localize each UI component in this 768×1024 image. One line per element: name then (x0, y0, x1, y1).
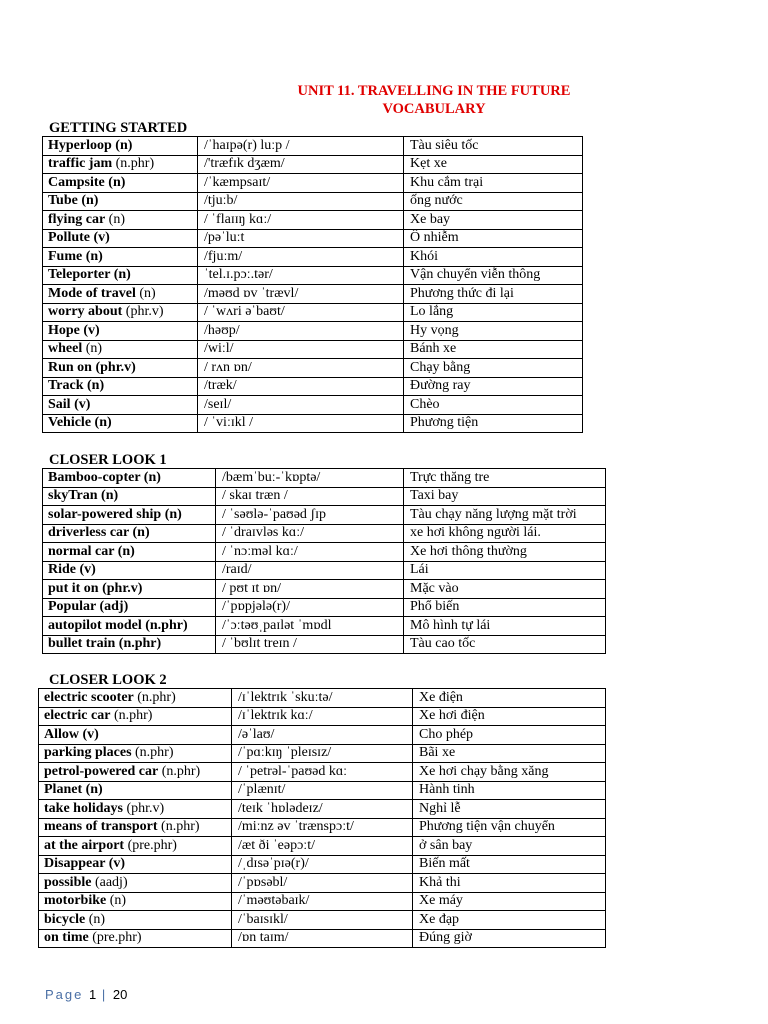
part-of-speech: (n.phr) (157, 819, 200, 835)
pronunciation: / ˈwʌri əˈbaʊt/ (198, 303, 404, 322)
vocab-term (43, 469, 216, 488)
page-footer (45, 987, 127, 1002)
part-of-speech: (v) (76, 562, 96, 578)
table-row (39, 800, 606, 819)
vietnamese-meaning: Khả thi (413, 874, 606, 893)
vocab-word: skyTran (48, 488, 98, 504)
vocab-word: Hyperloop (48, 137, 112, 153)
vocab-word: Allow (44, 726, 79, 742)
table-row (43, 396, 583, 415)
vietnamese-meaning: Hành tinh (413, 781, 606, 800)
vocab-term (39, 689, 232, 708)
table-row (43, 137, 583, 156)
vocab-word: Planet (44, 782, 83, 798)
pronunciation: / pʊt ɪt ɒn/ (216, 580, 404, 599)
pronunciation: /ˈbaɪsɪkl/ (232, 911, 413, 930)
table-row (39, 855, 606, 874)
vocab-term (43, 174, 198, 193)
table-row (39, 726, 606, 745)
table-row (43, 469, 606, 488)
vocab-word: means of transport (44, 819, 158, 835)
vietnamese-meaning: Bánh xe (404, 340, 583, 359)
pronunciation: / rʌn ɒn/ (198, 359, 404, 378)
pronunciation: /əˈlaʊ/ (232, 726, 413, 745)
vietnamese-meaning: Xe hơi chạy bằng xăng (413, 763, 606, 782)
vocab-term (43, 322, 198, 341)
vietnamese-meaning: Xe hơi thông thường (404, 543, 606, 562)
table-row (39, 929, 606, 948)
pronunciation: / ˈdraɪvləs kɑː/ (216, 524, 404, 543)
part-of-speech: (n) (104, 174, 126, 190)
vocab-term (43, 635, 216, 654)
table-row (43, 192, 583, 211)
table-row (43, 285, 583, 304)
pronunciation: /raɪd/ (216, 561, 404, 580)
table-row (39, 689, 606, 708)
vocab-word: autopilot model (48, 617, 142, 633)
vietnamese-meaning: Tàu chạy năng lượng mặt trời (404, 506, 606, 525)
vocab-word: Vehicle (48, 415, 92, 431)
vocab-term (43, 137, 198, 156)
vocab-term (43, 377, 198, 396)
vietnamese-meaning: Ô nhiễm (404, 229, 583, 248)
vocab-table-closer-look-1 (42, 468, 606, 654)
vocab-term (43, 229, 198, 248)
vocab-table-closer-look-2 (38, 688, 606, 948)
pronunciation: /ɒn taɪm/ (232, 929, 413, 948)
pronunciation: /wiːl/ (198, 340, 404, 359)
part-of-speech: (phr.v) (122, 800, 165, 816)
part-of-speech: (phr.v) (91, 359, 136, 375)
table-row (43, 487, 606, 506)
vocab-term (39, 818, 232, 837)
table-row (43, 543, 606, 562)
pronunciation: ˈtel.ɪ.pɔː.tər/ (198, 266, 404, 285)
vietnamese-meaning: ống nước (404, 192, 583, 211)
vocab-word: bullet train (48, 636, 116, 652)
footer-total-pages: 20 (112, 987, 128, 1002)
part-of-speech: (n.phr) (112, 156, 155, 172)
pronunciation: / ˈpetrəl-ˈpaʊəd kɑː (232, 763, 413, 782)
part-of-speech: (n.phr) (131, 745, 174, 761)
vocab-word: bicycle (44, 911, 86, 927)
footer-page-word: Page (45, 987, 84, 1002)
vocab-word: Fume (48, 248, 83, 264)
table-row (43, 266, 583, 285)
vocab-table-getting-started (42, 136, 583, 433)
part-of-speech: (n.phr) (141, 617, 188, 633)
table-row (39, 874, 606, 893)
vocab-word: Campsite (48, 174, 105, 190)
vocab-term (43, 303, 198, 322)
vocab-word: wheel (48, 341, 83, 357)
vocab-term (43, 580, 216, 599)
pronunciation: /ˈpɒpjələ(r)/ (216, 598, 404, 617)
vocab-word: Teleporter (48, 267, 111, 283)
pronunciation: /træk/ (198, 377, 404, 396)
part-of-speech: (n) (135, 285, 156, 301)
vietnamese-meaning: Phương tiện vận chuyển (413, 818, 606, 837)
vocab-word: motorbike (44, 893, 107, 909)
part-of-speech: (n) (91, 415, 112, 431)
table-row (43, 248, 583, 267)
vietnamese-meaning: Chèo (404, 396, 583, 415)
vocab-word: electric car (44, 708, 111, 724)
vietnamese-meaning: Mặc vào (404, 580, 606, 599)
table-row (39, 837, 606, 856)
vocab-term (43, 487, 216, 506)
vietnamese-meaning: Đúng giờ (413, 929, 606, 948)
vocab-word: petrol-powered car (44, 763, 159, 779)
vocab-word: at the airport (44, 837, 125, 853)
vietnamese-meaning: Phương thức đi lại (404, 285, 583, 304)
table-row (43, 211, 583, 230)
vocab-word: Disappear (44, 856, 106, 872)
vocab-term (39, 929, 232, 948)
table-row (39, 744, 606, 763)
part-of-speech: (v) (79, 322, 100, 338)
vietnamese-meaning: Đường ray (404, 377, 583, 396)
pronunciation: /teɪk ˈhɒlədeɪz/ (232, 800, 413, 819)
pronunciation: /ˌdɪsəˈpɪə(r)/ (232, 855, 413, 874)
vietnamese-meaning: Biến mất (413, 855, 606, 874)
part-of-speech: (v) (90, 230, 110, 246)
part-of-speech: (aadj) (91, 874, 128, 890)
footer-page-number: 1 (89, 987, 97, 1002)
part-of-speech: (n.phr) (110, 708, 153, 724)
pronunciation: /həʊp/ (198, 322, 404, 341)
vietnamese-meaning: Xe điện (413, 689, 606, 708)
vietnamese-meaning: Cho phép (413, 726, 606, 745)
pronunciation: /fjuːm/ (198, 248, 404, 267)
part-of-speech: (v) (79, 726, 99, 742)
vocab-term (43, 211, 198, 230)
pronunciation: /pəˈluːt (198, 229, 404, 248)
pronunciation: /ˈhaɪpə(r) luːp / (198, 137, 404, 156)
table-row (43, 377, 583, 396)
table-row (43, 155, 583, 174)
vocab-word: Run on (48, 359, 92, 375)
vocab-term (39, 837, 232, 856)
part-of-speech: (n) (105, 211, 125, 227)
part-of-speech: (phr.v) (122, 304, 164, 320)
vietnamese-meaning: Vận chuyển viễn thông (404, 266, 583, 285)
part-of-speech: (n) (110, 267, 131, 283)
vietnamese-meaning: Lái (404, 561, 606, 580)
part-of-speech: (n) (83, 378, 105, 394)
pronunciation: /seɪl/ (198, 396, 404, 415)
pronunciation: /ˈpɑːkɪŋ ˈpleɪsɪz/ (232, 744, 413, 763)
vietnamese-meaning: Xe máy (413, 892, 606, 911)
pronunciation: /bæmˈbuː-ˈkɒptə/ (216, 469, 404, 488)
table-row (43, 229, 583, 248)
pronunciation: /məʊd ɒv ˈtrævl/ (198, 285, 404, 304)
table-row (39, 707, 606, 726)
part-of-speech: (n.phr) (115, 636, 162, 652)
part-of-speech: (pre.phr) (88, 930, 142, 946)
vietnamese-meaning: Chạy bằng (404, 359, 583, 378)
table-row (43, 174, 583, 193)
table-row (43, 322, 583, 341)
vietnamese-meaning: Taxi bay (404, 487, 606, 506)
vietnamese-meaning: Bãi xe (413, 744, 606, 763)
part-of-speech: (n) (82, 782, 103, 798)
vocab-word: possible (44, 874, 92, 890)
part-of-speech: (n) (85, 911, 106, 927)
vietnamese-meaning: Trực thăng tre (404, 469, 606, 488)
vocab-term (39, 911, 232, 930)
pronunciation: / ˈnɔːməl kɑː/ (216, 543, 404, 562)
vietnamese-meaning: Hy vọng (404, 322, 583, 341)
vocab-word: Hope (48, 322, 80, 338)
part-of-speech: (n) (140, 469, 161, 485)
part-of-speech: (pre.phr) (124, 837, 177, 853)
part-of-speech: (v) (70, 396, 91, 412)
table-row (43, 340, 583, 359)
pronunciation: /ɪˈlektrɪk ˈskuːtə/ (232, 689, 413, 708)
part-of-speech: (n) (111, 137, 133, 153)
pronunciation: /ˈɔːtəʊˌpaɪlət ˈmɒdl (216, 617, 404, 636)
vocab-word: take holidays (44, 800, 123, 816)
vietnamese-meaning: Nghỉ lễ (413, 800, 606, 819)
vietnamese-meaning: xe hơi không người lái. (404, 524, 606, 543)
vietnamese-meaning: Phổ biến (404, 598, 606, 617)
vocab-word: normal car (48, 543, 115, 559)
vocab-term (39, 707, 232, 726)
part-of-speech: (n) (106, 893, 127, 909)
part-of-speech: (n) (97, 488, 119, 504)
vocab-term (43, 617, 216, 636)
table-row (43, 506, 606, 525)
table-row (39, 892, 606, 911)
vocab-word: electric scooter (44, 689, 134, 705)
vocab-term (39, 763, 232, 782)
pronunciation: / ˈsəʊlə-ˈpaʊəd ʃɪp (216, 506, 404, 525)
vocab-word: Ride (48, 562, 76, 578)
table-row (43, 617, 606, 636)
vocab-term (43, 192, 198, 211)
vocab-word: driverless car (48, 525, 129, 541)
section-heading-closer-look-2: CLOSER LOOK 2 (49, 672, 167, 688)
vocab-term (43, 155, 198, 174)
vocab-word: Bamboo-copter (48, 469, 141, 485)
vietnamese-meaning: Lo lắng (404, 303, 583, 322)
vietnamese-meaning: Kẹt xe (404, 155, 583, 174)
footer-separator: | (96, 987, 113, 1002)
part-of-speech: (adj) (95, 599, 129, 615)
pronunciation: /æt ði ˈeəpɔːt/ (232, 837, 413, 856)
vocab-word: Tube (48, 193, 78, 209)
part-of-speech: (phr.v) (98, 580, 143, 596)
vietnamese-meaning: ở sân bay (413, 837, 606, 856)
part-of-speech: (n) (114, 543, 135, 559)
vietnamese-meaning: Khu cắm trại (404, 174, 583, 193)
vocab-term (39, 781, 232, 800)
vocab-term (39, 855, 232, 874)
vocab-term (43, 285, 198, 304)
vocab-word: solar-powered ship (48, 506, 162, 522)
part-of-speech: (n) (82, 341, 103, 357)
vietnamese-meaning: Tàu siêu tốc (404, 137, 583, 156)
vocab-word: Sail (48, 396, 71, 412)
vietnamese-meaning: Xe đạp (413, 911, 606, 930)
vocab-term (43, 598, 216, 617)
pronunciation: / ˈflaɪɪŋ kɑː/ (198, 211, 404, 230)
table-row (43, 414, 583, 433)
table-row (43, 580, 606, 599)
table-row (39, 911, 606, 930)
vocab-term (43, 266, 198, 285)
vocab-word: parking places (44, 745, 132, 761)
vocab-term (39, 726, 232, 745)
part-of-speech: (v) (105, 856, 126, 872)
vocab-term (43, 524, 216, 543)
vocab-word: traffic jam (48, 156, 113, 172)
vocab-term (39, 892, 232, 911)
pronunciation: /'træfɪk dʒæm/ (198, 155, 404, 174)
vocab-term (43, 414, 198, 433)
part-of-speech: (n.phr) (133, 689, 176, 705)
section-heading-getting-started: GETTING STARTED (49, 120, 188, 136)
vocab-term (43, 543, 216, 562)
table-row (43, 561, 606, 580)
vocab-word: Pollute (48, 230, 90, 246)
table-row (43, 598, 606, 617)
pronunciation: /ˈpɒsəbl/ (232, 874, 413, 893)
vietnamese-meaning: Xe bay (404, 211, 583, 230)
part-of-speech: (n) (77, 193, 99, 209)
pronunciation: /ˈkæmpsaɪt/ (198, 174, 404, 193)
vietnamese-meaning: Tàu cao tốc (404, 635, 606, 654)
pronunciation: /tjuːb/ (198, 192, 404, 211)
table-row (43, 303, 583, 322)
vocab-term (43, 396, 198, 415)
table-row (43, 524, 606, 543)
vietnamese-meaning: Khói (404, 248, 583, 267)
pronunciation: / skaɪ træn / (216, 487, 404, 506)
section-heading-closer-look-1: CLOSER LOOK 1 (49, 452, 167, 468)
vocab-word: Popular (48, 599, 96, 615)
vietnamese-meaning: Xe hơi điện (413, 707, 606, 726)
vietnamese-meaning: Mô hình tự lái (404, 617, 606, 636)
vocab-word: Track (48, 378, 84, 394)
table-row (43, 359, 583, 378)
vietnamese-meaning: Phương tiện (404, 414, 583, 433)
pronunciation: / ˈbʊlɪt treɪn / (216, 635, 404, 654)
pronunciation: / ˈviːɪkl / (198, 414, 404, 433)
pronunciation: /miːnz əv ˈtrænspɔːt/ (232, 818, 413, 837)
vocab-term (43, 561, 216, 580)
table-row (39, 781, 606, 800)
vocab-term (39, 744, 232, 763)
pronunciation: /ˈplænɪt/ (232, 781, 413, 800)
part-of-speech: (n) (161, 506, 182, 522)
vocab-term (43, 506, 216, 525)
vocab-word: on time (44, 930, 89, 946)
vocab-word: Mode of travel (48, 285, 136, 301)
table-row (39, 818, 606, 837)
part-of-speech: (n.phr) (158, 763, 201, 779)
part-of-speech: (n) (129, 525, 150, 541)
vocab-term (43, 359, 198, 378)
table-row (39, 763, 606, 782)
vocab-term (39, 874, 232, 893)
part-of-speech: (n) (82, 248, 103, 264)
vocab-word: worry about (48, 304, 123, 320)
vocab-term (43, 340, 198, 359)
vocab-term (39, 800, 232, 819)
vocabulary-heading: VOCABULARY (382, 101, 486, 117)
pronunciation: /ɪˈlektrɪk kɑː/ (232, 707, 413, 726)
vocab-word: put it on (48, 580, 99, 596)
pronunciation: /ˈməʊtəbaɪk/ (232, 892, 413, 911)
unit-title: UNIT 11. TRAVELLING IN THE FUTURE (297, 83, 571, 99)
vocab-word: flying car (48, 211, 106, 227)
table-row (43, 635, 606, 654)
vocab-term (43, 248, 198, 267)
